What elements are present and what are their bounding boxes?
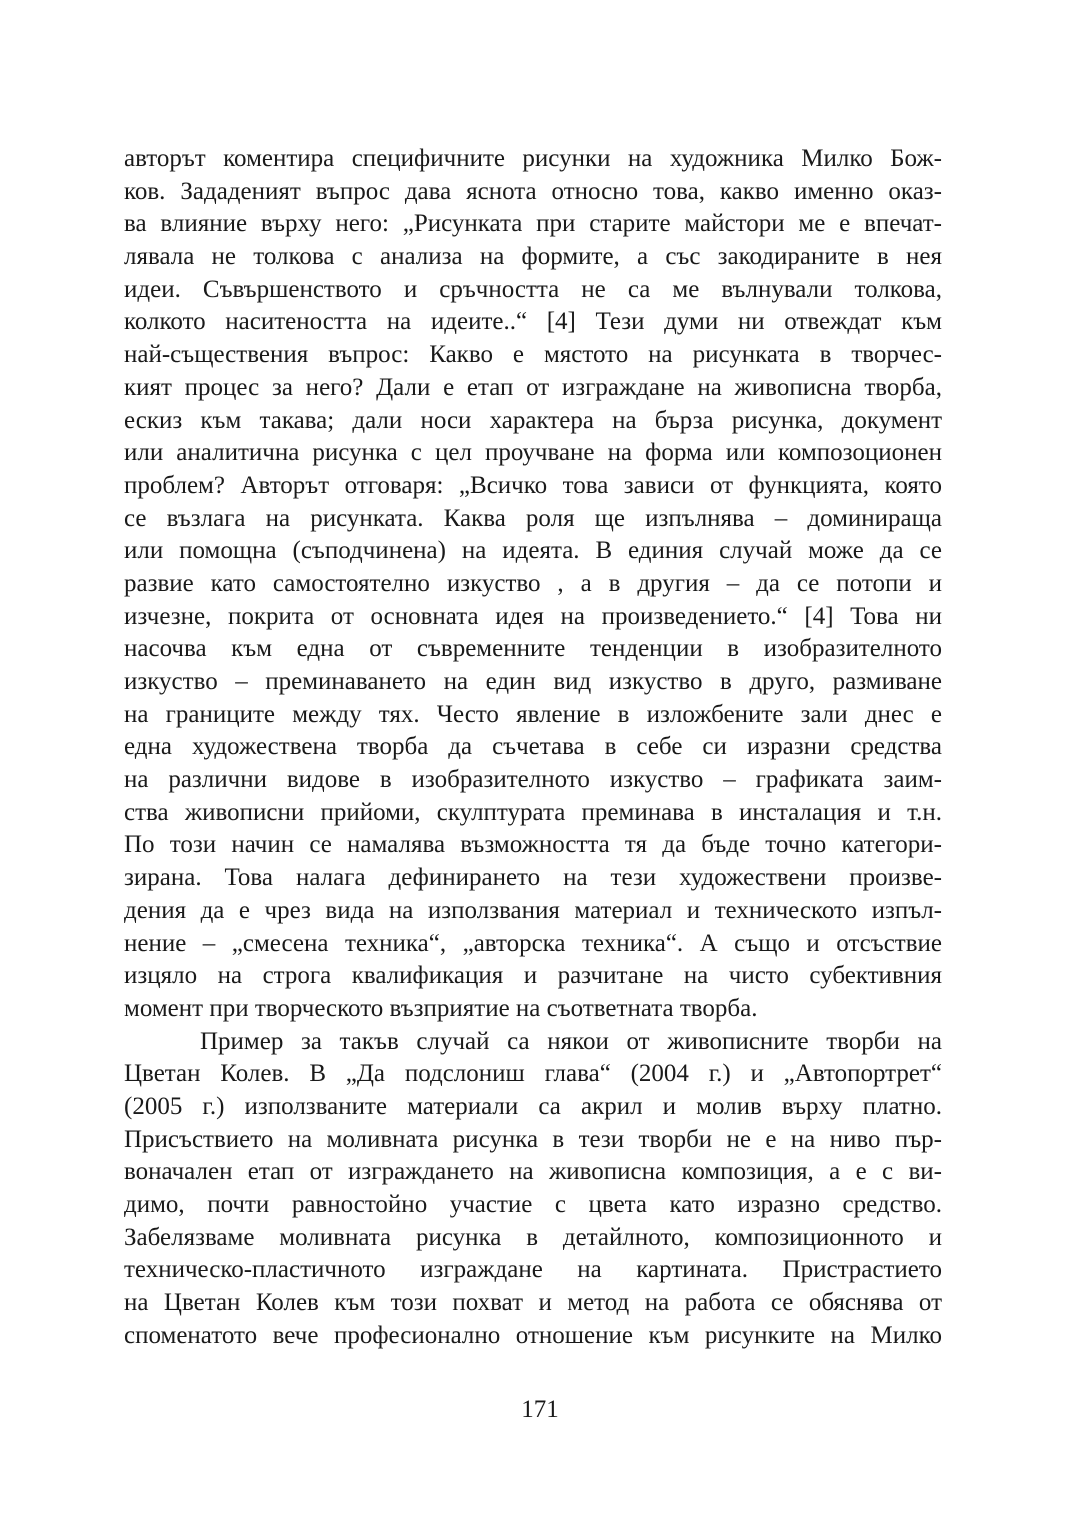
text-line: (2005 г.) използваните материали са акрил и молив върху платно. [124, 1092, 942, 1120]
text-line: Пример за такъв случай са някои от живописните творби на [200, 1027, 942, 1055]
text-line: споменатото вече професионално отношение към рисунките на Милко [124, 1321, 942, 1349]
text-line: една художествена творба да съчетава в себе си изразни средства [124, 733, 942, 761]
text-line: ков. Зададеният въпрос дава яснота относно това, какво именно оказ- [124, 177, 942, 205]
text-line: или помощна (съподчинена) на идеята. В единия случай може да се [124, 537, 942, 565]
text-line: нение – „смесена техника“, „авторска техника“. А също и отсъствие [124, 929, 942, 957]
text-line: кият процес за него? Дали е етап от изграждане на живописна творба, [124, 373, 942, 401]
text-line: най-съществения въпрос: Какво е мястото на рисунката в творчес- [124, 341, 942, 369]
text-line: зирана. Това налага дефинирането на тези художествени произве- [124, 864, 942, 892]
text-line: развие като самостоятелно изкуство , а в другия – да се потопи и [124, 569, 942, 597]
text-line: ва влияние върху него: „Рисунката при старите майстори ме е впечат- [124, 210, 942, 238]
text-line: дения да е чрез вида на използвания материал и техническото изпъл- [124, 896, 942, 924]
text-line: насочва към една от съвременните тенденции в изобразителното [124, 635, 942, 663]
text-line: изчезне, покрита от основната идея на произведението.“ [4] Това ни [124, 602, 942, 630]
text-line: По този начин се намалява възможността тя да бъде точно категори- [124, 831, 942, 859]
text-line: на различни видове в изобразителното изкуство – графиката заим- [124, 766, 942, 794]
text-line: авторът коментира специфичните рисунки на художника Милко Бож- [124, 145, 942, 172]
text-line: или аналитична рисунка с цел проучване на форма или композоционен [124, 439, 942, 467]
body-text [124, 143, 942, 1352]
text-line: колкото наситеността на идеите..“ [4] Тези думи ни отвеждат към [124, 308, 942, 336]
text-line: на границите между тях. Често явление в изложбените зали днес е [124, 700, 942, 728]
text-line: воначален етап от изграждането на живописна композиция, а е с ви- [124, 1158, 942, 1186]
text-line: Присъствието на моливната рисунка в тези творби не е на ниво пър- [124, 1125, 942, 1153]
text-line: димо, почти равностойно участие с цвета като изразно средство. [124, 1191, 942, 1218]
text-line: Цветан Колев. В „Да подслониш глава“ (2004 г.) и „Автопортрет“ [124, 1060, 942, 1088]
text-line: ескиз към такава; дали носи характера на бърза рисунка, документ [124, 406, 942, 434]
text-line: идеи. Съвършенството и сръчността не са ме вълнували толкова, [124, 275, 942, 303]
text-line: проблем? Авторът отговаря: „Всичко това зависи от функцията, която [124, 471, 942, 499]
text-line: Забелязваме моливната рисунка в детайлното, композиционното и [124, 1223, 942, 1251]
text-line: момент при творческото възприятие на съответната творба. [124, 994, 758, 1022]
page-number: 171 [521, 1396, 559, 1423]
text-line: на Цветан Колев към този похват и метод на работа се обяснява от [124, 1289, 942, 1317]
text-line: се възлага на рисунката. Каква роля ще изпълнява – доминираща [124, 504, 942, 532]
text-line: ства живописни прийоми, скулптурата преминава в инсталация и т.н. [124, 798, 942, 826]
text-line: лявала не толкова с анализа на формите, а със закодираните в нея [124, 243, 942, 271]
text-line: техническо-пластичното изграждане на картината. Пристрастието [124, 1256, 942, 1284]
text-line: изкуство – преминаването на един вид изкуство в друго, размиване [124, 668, 942, 695]
text-line: изцяло на строга квалификация и разчитане на чисто субективния [124, 962, 942, 990]
